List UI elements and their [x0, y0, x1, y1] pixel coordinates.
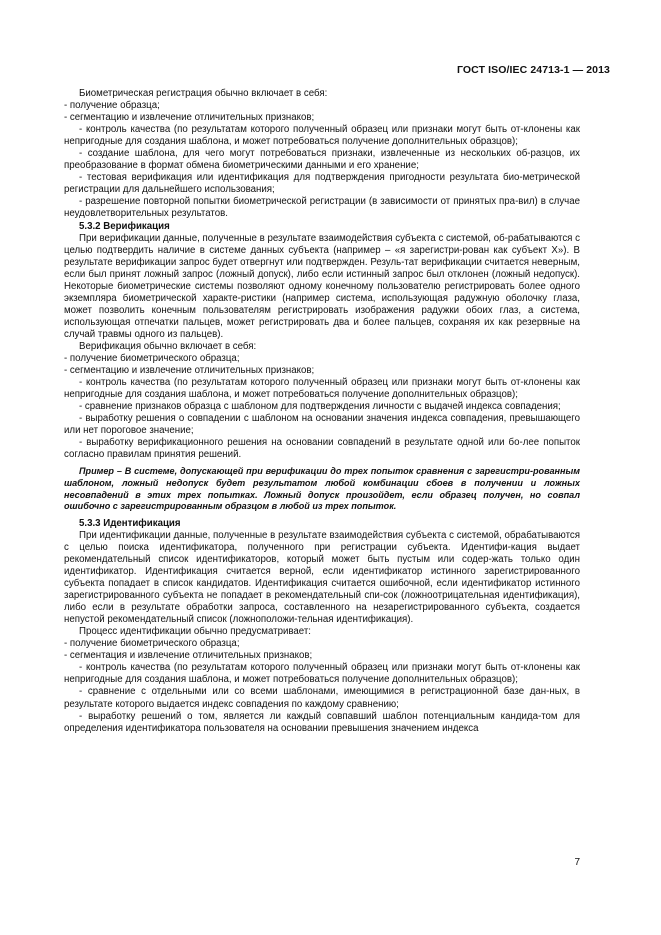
list-item: - выработку решений о том, является ли каждый совпавший шаблон потенциальным кандида-том для определения идентификатора пользователя на основании превышения значением индекса	[64, 710, 580, 734]
list-item: - сегментацию и извлечение отличительных признаков;	[64, 112, 315, 124]
list-item: - выработку верификационного решения на основании совпадений в результате одной или бо-лее попыток согласно правилам принятия решений.	[64, 437, 580, 461]
enrollment-intro: Биометрическая регистрация обычно включает в себя:	[79, 88, 328, 99]
list-item: - сравнение с отдельными или со всеми шаблонами, имеющимися в регистрационной базе дан-ных, в результате которого выдается индекс совпадения по каждому сравнению;	[64, 686, 580, 710]
list-item: - сегментацию и извлечение отличительных признаков;	[64, 365, 315, 377]
document-header: ГОСТ ISO/IEC 24713-1 — 2013	[457, 64, 610, 76]
section-heading-verification: 5.3.2 Верификация	[79, 220, 170, 232]
list-item: - контроль качества (по результатам которого полученный образец или признаки могут быть от-клонены как непригодные для создания шаблона, и может потребоваться получение дополнительных образцов);	[64, 124, 580, 148]
list-item: - получение биометрического образца;	[64, 638, 240, 650]
verification-example: Пример – В системе, допускающей при верификации до трех попыток сравнения с зарегистри-рованным шаблоном, ложный недопуск будет результатом любой комбинации сбоев в получении и ложных несовпадений в этих трех попытках. Ложный допуск произойдет, если образец получен, но совпал ошибочно с зарегистрированным образцом в любой из трех попыток.	[64, 466, 580, 512]
list-item: - контроль качества (по результатам которого полученный образец или признаки могут быть от-клонены как непригодные для создания шаблона, и может потребоваться получение дополнительных образцов);	[64, 377, 580, 401]
verification-intro: Верификация обычно включает в себя:	[79, 340, 257, 352]
list-item: - получение образца;	[64, 100, 160, 112]
list-item: - получение биометрического образца;	[64, 353, 240, 365]
page-number: 7	[574, 857, 580, 868]
list-item: - контроль качества (по результатам которого полученный образец или признаки могут быть от-клонены как непригодные для создания шаблона, и может потребоваться получение дополнительных образцов);	[64, 662, 580, 686]
section-heading-identification: 5.3.3 Идентификация	[79, 517, 181, 529]
list-item: - сравнение признаков образца с шаблоном для подтверждения личности с выдачей индекса совпадения;	[79, 401, 561, 413]
list-item: - сегментация и извлечение отличительных признаков;	[64, 650, 313, 662]
page-content	[64, 88, 580, 735]
identification-intro: Процесс идентификации обычно предусматривает:	[79, 626, 311, 638]
verification-body: При верификации данные, полученные в результате взаимодействия субъекта с системой, об-рабатываются с целью подтвердить наличие в системе данных субъекта (например – «я зарегистри-рован как субъект X»). В результате верификации запрос будет отвергнут или подтвержден. Резуль-тат верификации считается неверным, если был принят ложный запрос (ложный допуск), либо если истинный запрос был отклонен (ложный недопуск). Некоторые биометрические системы позволяют одному конечному пользователю регистрировать более одного экземпляра биометрической характе-ристики (например система, использующая радужную оболочку глаза, может позволить конечным пользователям регистрировать изображения радужки обоих глаз, а система, использующая отпечатки пальцев, может регистрировать два и более пальцев, сохраняя их как резервные на случай травмы одного из пальцев).	[64, 232, 580, 340]
identification-body: При идентификации данные, полученные в результате взаимодействия субъекта с системой, обрабатываются с целью поиска идентификатора, полученного при регистрации субъекта. Идентифи-кация выдает рекомендательный список идентификаторов, который может быть пустым или содер-жать только один идентификатор. Идентификация считается верной, если идентификатор истинного зарегистрированного субъекта попадает в список кандидатов. Идентификация считается ошибочной, если идентификатор истинного зарегистрированного субъекта не попадает в рекомендательный спи-сок (ложноотрицательная идентификация), либо если в результате обработки запроса, составленного на незарегистрированного субъекта, создается непустой рекомендательный список (ложноположи-тельная идентификация).	[64, 529, 580, 626]
list-item: - тестовая верификация или идентификация для подтверждения пригодности результата био-метрической регистрации для дальнейшего использования;	[64, 172, 580, 196]
list-item: - разрешение повторной попытки биометрической регистрации (в зависимости от принятых пра-вил) в случае неудовлетворительных результатов.	[64, 196, 580, 220]
list-item: - выработку решения о совпадении с шаблоном на основании значения индекса совпадения, превышающего или нет пороговое значение;	[64, 413, 580, 437]
list-item: - создание шаблона, для чего могут потребоваться признаки, извлеченные из нескольких об-разцов, их преобразование в формат обмена биометрическими данными и его хранение;	[64, 148, 580, 172]
